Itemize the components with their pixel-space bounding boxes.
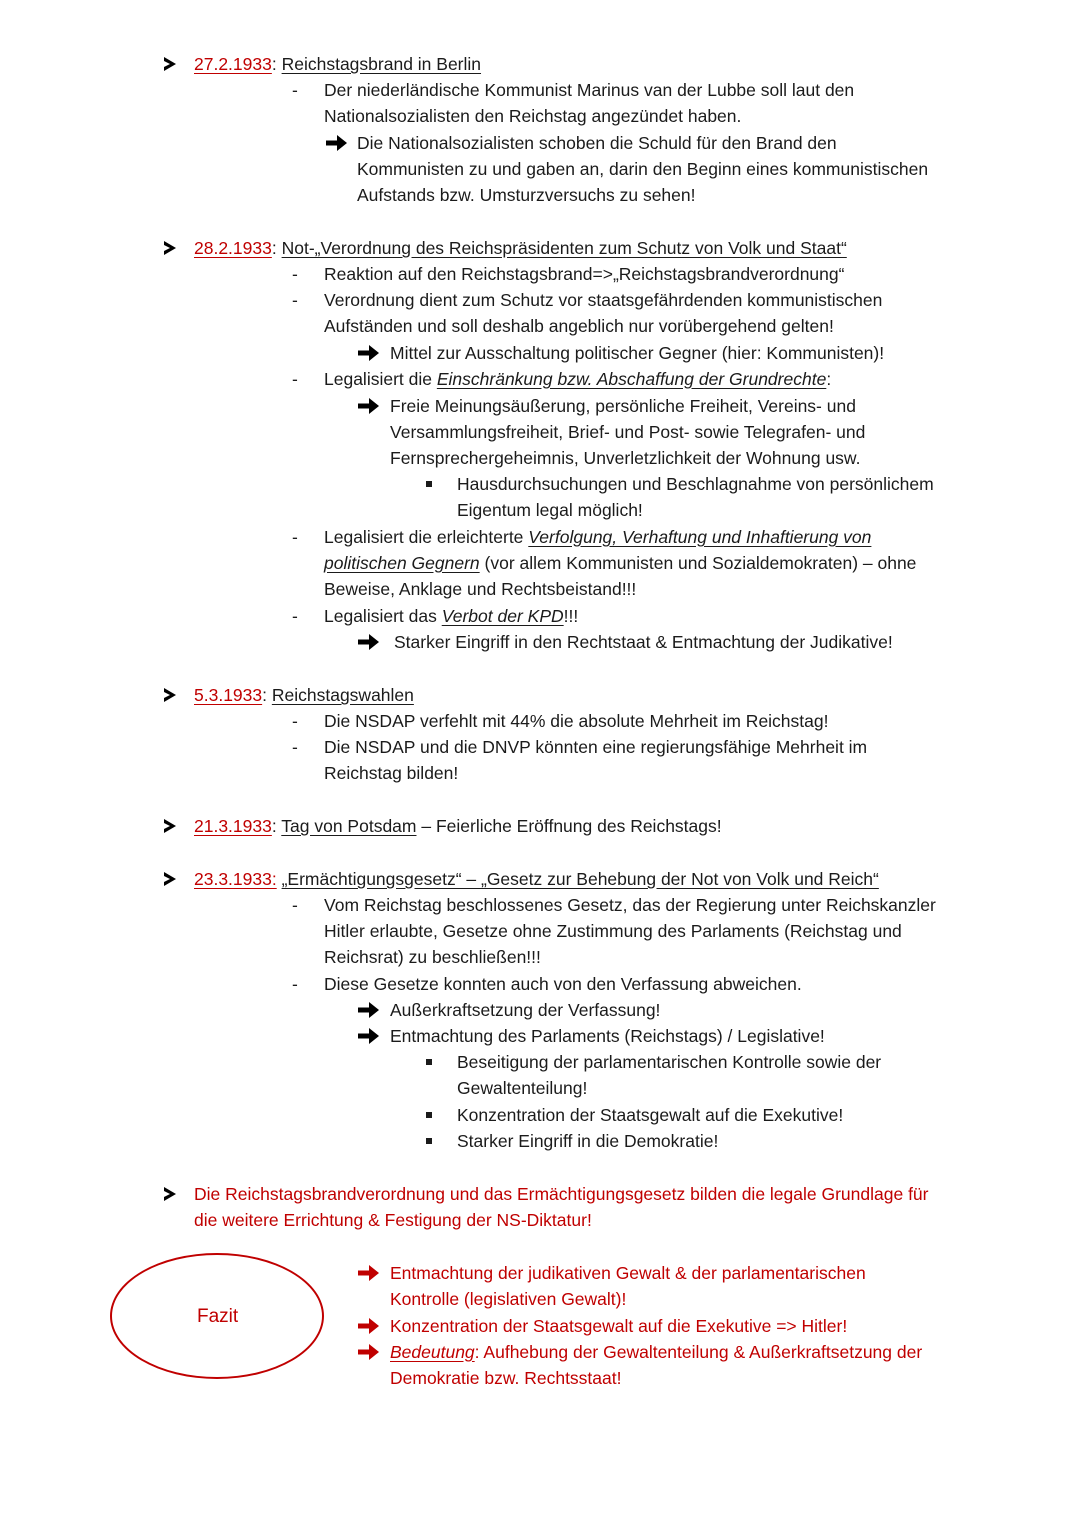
dash-bullet: - (292, 264, 298, 284)
text-line: Kommunisten zu und gaben an, darin den Beginn eines kommunistischen (357, 159, 929, 179)
text-line: Freie Meinungsäußerung, persönliche Freiheit, Vereins- und (390, 396, 856, 416)
arrow-right-icon (358, 1027, 380, 1045)
text-line: Mittel zur Ausschaltung politischer Gegner (hier: Kommunisten)! (390, 343, 885, 363)
square-bullet-icon (426, 1112, 432, 1118)
triangle-bullet-icon (164, 57, 176, 71)
emphasis: Bedeutung (390, 1342, 475, 1362)
dash-bullet: - (292, 737, 298, 757)
square-bullet-icon (426, 1138, 432, 1144)
fazit-line: Konzentration der Staatsgewalt auf die Exekutive => Hitler! (390, 1316, 848, 1336)
emphasis: Einschränkung bzw. Abschaffung der Grundrechte (436, 369, 827, 389)
text-line: Gewaltenteilung! (457, 1078, 588, 1098)
text-line: Fernsprechergeheimnis, Unverletzlichkeit der Wohnung usw. (390, 448, 861, 468)
fazit-line: Demokratie bzw. Rechtsstaat! (390, 1368, 622, 1388)
heading-title: Reichstagsbrand in Berlin (281, 54, 482, 74)
text-line: Die NSDAP und die DNVP könnten eine regierungsfähige Mehrheit im (324, 737, 868, 757)
summary-line: Die Reichstagsbrandverordnung und das Ermächtigungsgesetz bilden die legale Grundlage für (194, 1184, 929, 1204)
dash-bullet: - (292, 369, 298, 389)
text-line: Reichstag bilden! (324, 763, 459, 783)
text-span: !!! (563, 606, 579, 626)
triangle-bullet-icon (164, 241, 176, 255)
fazit-label: Fazit (197, 1306, 239, 1327)
heading-title: Tag von Potsdam (281, 816, 417, 836)
arrow-right-icon (358, 1317, 380, 1335)
arrow-right-icon (358, 1264, 380, 1282)
text-line: Reichsrat) zu beschließen!!! (324, 947, 541, 967)
text-span: Legalisiert das (324, 606, 442, 626)
text-span: : (826, 369, 832, 389)
text-line: Hausdurchsuchungen und Beschlagnahme von persönlichem (457, 474, 934, 494)
text-line: Die NSDAP verfehlt mit 44% die absolute Mehrheit im Reichstag! (324, 711, 829, 731)
text-line (324, 366, 831, 392)
dash-bullet: - (292, 290, 298, 310)
date: 5.3.1933 (194, 685, 263, 705)
text-line: Diese Gesetze konnten auch von den Verfassung abweichen. (324, 974, 802, 994)
section-heading: 5.3.1933: Reichstagswahlen (194, 685, 414, 705)
summary-line: die weitere Errichtung & Festigung der NS-Diktatur! (194, 1210, 592, 1230)
date: 27.2.1933 (194, 54, 272, 74)
fazit-line (390, 1339, 922, 1365)
text-line: Die Nationalsozialisten schoben die Schuld für den Brand den (357, 133, 837, 153)
arrow-right-icon (358, 1343, 380, 1361)
text-line (324, 550, 916, 576)
section-heading: 21.3.1933: Tag von Potsdam – Feierliche Eröffnung des Reichstags! (194, 816, 722, 836)
dash-bullet: - (292, 974, 298, 994)
square-bullet-icon (426, 1059, 432, 1065)
text-line: Nationalsozialisten den Reichstag angezündet haben. (324, 106, 742, 126)
heading-rest: – Feierliche Eröffnung des Reichstags! (416, 816, 722, 836)
text-line: Aufständen und soll deshalb angeblich nur vorübergehend gelten! (324, 316, 834, 336)
text-line: Vom Reichstag beschlossenes Gesetz, das der Regierung unter Reichskanzler (324, 895, 936, 915)
arrow-right-icon (358, 397, 380, 415)
emphasis: Verbot der KPD (441, 606, 564, 626)
dash-bullet: - (292, 606, 298, 626)
text-line: Reaktion auf den Reichstagsbrand=>„Reichstagsbrandverordnung“ (324, 264, 845, 284)
date: 23.3.1933: (194, 869, 277, 889)
text-line: Beweise, Anklage und Rechtsbeistand!!! (324, 579, 637, 599)
heading-title: Reichstagswahlen (271, 685, 414, 705)
dash-bullet: - (292, 711, 298, 731)
section-heading (194, 866, 879, 892)
triangle-bullet-icon (164, 872, 176, 886)
text-line: Starker Eingriff in die Demokratie! (457, 1131, 719, 1151)
text-line: Außerkraftsetzung der Verfassung! (390, 1000, 661, 1020)
section-heading: 27.2.1933: Reichstagsbrand in Berlin (194, 54, 482, 74)
heading-title: Not-„Verordnung des Reichspräsidenten zum Schutz von Volk und Staat“ (281, 238, 847, 258)
text-span: Legalisiert die (324, 369, 437, 389)
text-line: Der niederländische Kommunist Marinus van der Lubbe soll laut den (324, 80, 855, 100)
text-line: Beseitigung der parlamentarischen Kontrolle sowie der (457, 1052, 882, 1072)
text-line (324, 603, 578, 629)
heading-title: „Ermächtigungsgesetz“ – „Gesetz zur Behebung der Not von Volk und Reich“ (281, 869, 879, 889)
emphasis: Verfolgung, Verhaftung und Inhaftierung von (528, 527, 872, 547)
fazit-line: Kontrolle (legislativen Gewalt)! (390, 1289, 627, 1309)
text-line (324, 524, 871, 550)
text-line: Verordnung dient zum Schutz vor staatsgefährdenden kommunistischen (324, 290, 883, 310)
date: 21.3.1933 (194, 816, 272, 836)
arrow-right-icon (326, 134, 348, 152)
text-span: (vor allem Kommunisten und Sozialdemokraten) – ohne (479, 553, 917, 573)
fazit-line: Entmachtung der judikativen Gewalt & der parlamentarischen (390, 1263, 866, 1283)
text-span: : Aufhebung der Gewaltenteilung & Außerkraftsetzung der (474, 1342, 923, 1362)
square-bullet-icon (426, 481, 432, 487)
dash-bullet: - (292, 527, 298, 547)
text-line: Starker Eingriff in den Rechtstaat & Entmachtung der Judikative! (394, 632, 893, 652)
emphasis: politischen Gegnern (324, 553, 480, 573)
text-line: Eigentum legal möglich! (457, 500, 643, 520)
triangle-bullet-icon (164, 819, 176, 833)
dash-bullet: - (292, 895, 298, 915)
triangle-bullet-icon (164, 1187, 176, 1201)
text-line: Versammlungsfreiheit, Brief- und Post- sowie Telegrafen- und (390, 422, 866, 442)
text-line: Hitler erlaubte, Gesetze ohne Zustimmung des Parlaments (Reichstag und (324, 921, 902, 941)
arrow-right-icon (358, 1001, 380, 1019)
text-span: Legalisiert die erleichterte (324, 527, 529, 547)
arrow-right-icon (358, 633, 380, 651)
text-line: Konzentration der Staatsgewalt auf die Exekutive! (457, 1105, 844, 1125)
date: 28.2.1933 (194, 238, 272, 258)
text-line: Entmachtung des Parlaments (Reichstags) / Legislative! (390, 1026, 825, 1046)
arrow-right-icon (358, 344, 380, 362)
dash-bullet: - (292, 80, 298, 100)
section-heading: 28.2.1933: Not-„Verordnung des Reichspräsidenten zum Schutz von Volk und Staat“ (194, 238, 847, 258)
triangle-bullet-icon (164, 688, 176, 702)
text-line: Aufstands bzw. Umsturzversuchs zu sehen! (357, 185, 696, 205)
